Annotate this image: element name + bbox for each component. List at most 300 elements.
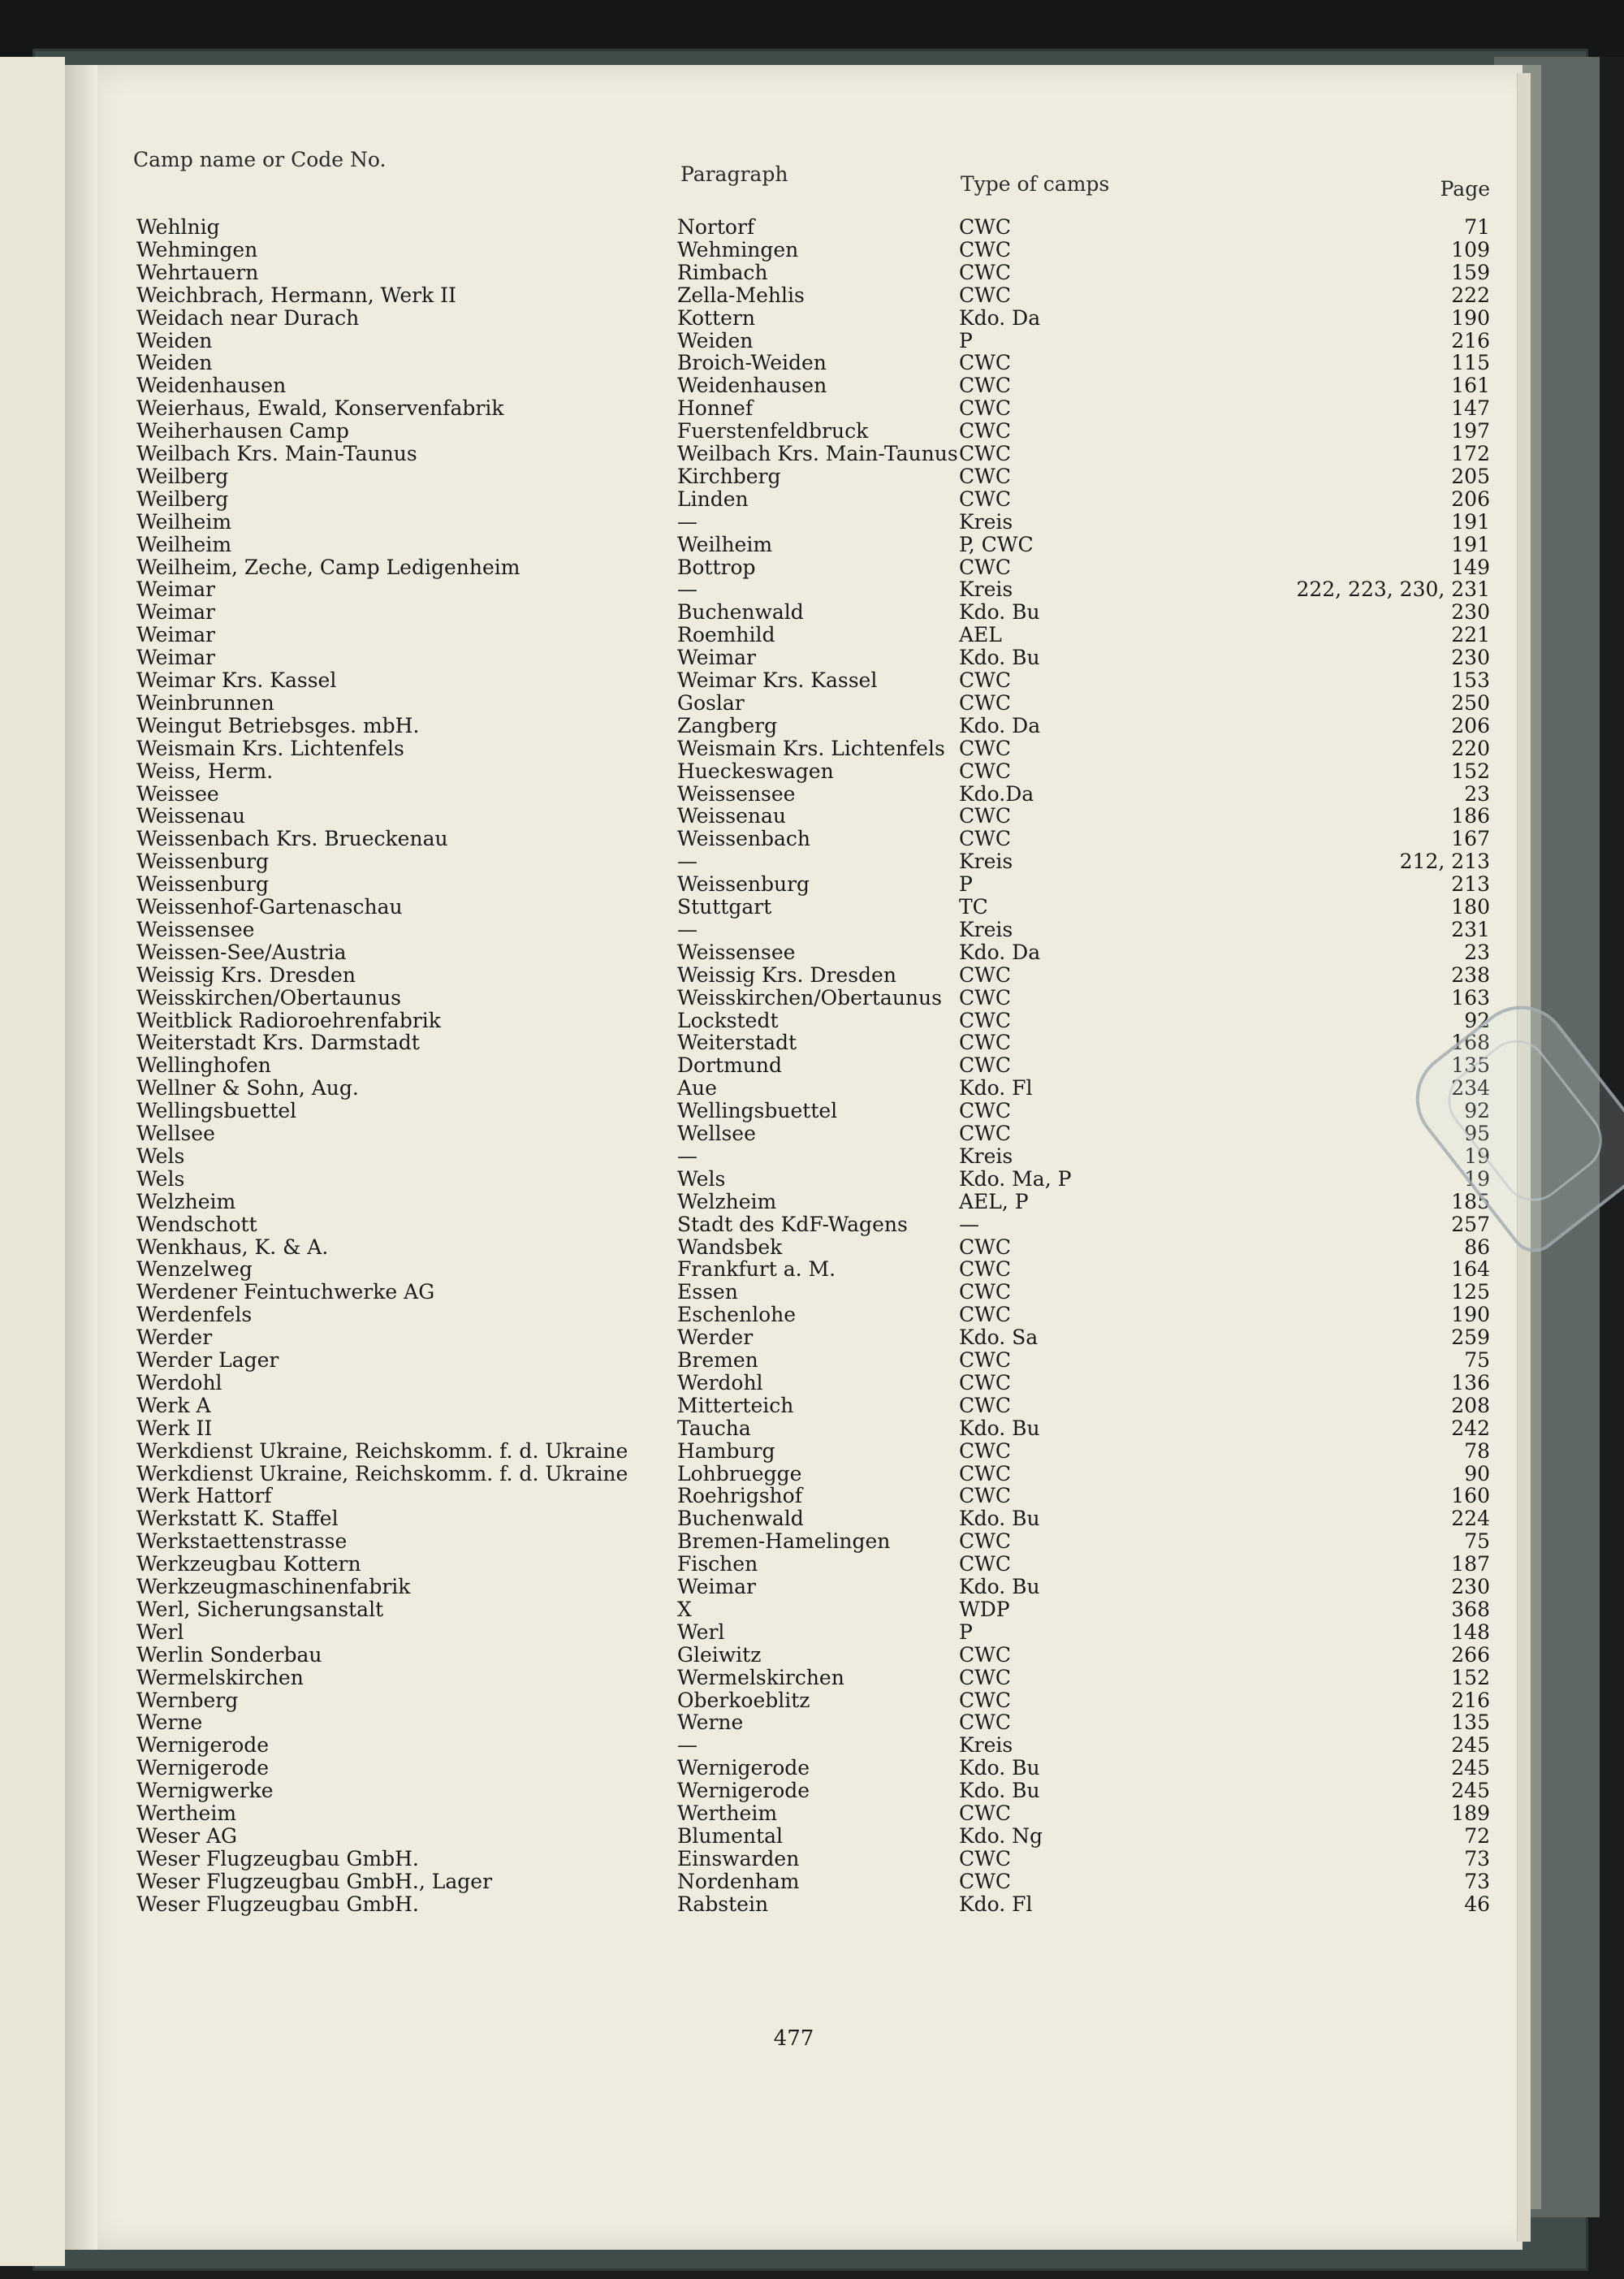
camp-type-cell: CWC [959, 1462, 1011, 1485]
page-ref-cell: 46 [1464, 1892, 1490, 1916]
page-ref-cell: 152 [1451, 759, 1490, 783]
index-row [136, 1144, 1490, 1167]
index-row [136, 646, 1490, 668]
index-row [136, 374, 1490, 396]
paragraph-cell: Roehrigshof [677, 1484, 802, 1507]
paragraph-cell: Rabstein [677, 1892, 769, 1916]
paragraph-cell: Hamburg [677, 1439, 775, 1463]
index-row [136, 238, 1490, 261]
camp-name-cell: Wellner & Sohn, Aug. [136, 1076, 359, 1100]
page-ref-cell: 212, 213 [1399, 850, 1490, 873]
paragraph-cell: — [677, 577, 698, 601]
camp-type-cell: CWC [959, 1257, 1011, 1281]
camp-type-cell: CWC [959, 1371, 1011, 1395]
paragraph-cell: Honnef [677, 396, 754, 420]
page-ref-cell: 187 [1451, 1552, 1490, 1576]
paragraph-cell: Wels [677, 1167, 726, 1191]
camp-name-cell: Weitblick Radioroehrenfabrik [136, 1009, 441, 1032]
camp-name-cell: Weierhaus, Ewald, Konservenfabrik [136, 396, 504, 420]
page-ref-cell: 160 [1451, 1484, 1490, 1507]
camp-type-cell: AEL [959, 623, 1002, 647]
paragraph-cell: Oberkoeblitz [677, 1689, 810, 1712]
index-row [136, 533, 1490, 556]
index-row [136, 1053, 1490, 1076]
paragraph-cell: Weissensee [677, 941, 796, 964]
page-ref-cell: 23 [1464, 782, 1490, 806]
camp-name-cell: Weissensee [136, 918, 255, 941]
camp-name-cell: Werkzeugmaschinenfabrik [136, 1575, 411, 1598]
camp-type-cell: CWC [959, 668, 1011, 692]
camp-name-cell: Weichbrach, Hermann, Werk II [136, 283, 456, 307]
paragraph-cell: Wehmingen [677, 238, 799, 262]
camp-name-cell: Weissen-See/Austria [136, 941, 347, 964]
index-row [136, 419, 1490, 442]
camp-name-cell: Wellsee [136, 1122, 215, 1145]
page-ref-cell: 222, 223, 230, 231 [1296, 577, 1490, 601]
index-row [136, 1689, 1490, 1711]
camp-type-cell: CWC [959, 1870, 1011, 1893]
camp-name-cell: Wernigwerke [136, 1779, 274, 1802]
camp-name-cell: Wenzelweg [136, 1257, 253, 1281]
index-row [136, 261, 1490, 283]
index-row [136, 963, 1490, 986]
paragraph-cell: Fischen [677, 1552, 758, 1576]
page-ref-cell: 86 [1464, 1235, 1490, 1259]
index-row [136, 782, 1490, 805]
page-ref-cell: 242 [1451, 1416, 1490, 1440]
page-ref-cell: 185 [1451, 1190, 1490, 1213]
page-ref-cell: 72 [1464, 1824, 1490, 1848]
paragraph-cell: Roemhild [677, 623, 775, 647]
page-ref-cell: 148 [1451, 1620, 1490, 1644]
camp-type-cell: CWC [959, 986, 1011, 1010]
paragraph-cell: Stuttgart [677, 895, 772, 919]
index-row [136, 1507, 1490, 1529]
camp-type-cell: CWC [959, 691, 1011, 715]
camp-type-cell: Kreis [959, 510, 1013, 534]
page-ref-cell: 163 [1451, 986, 1490, 1010]
camp-type-cell: CWC [959, 1009, 1011, 1032]
paragraph-cell: Hueckeswagen [677, 759, 834, 783]
camp-type-cell: Kreis [959, 1144, 1013, 1168]
header-type-of-camps: Type of camps [961, 172, 1110, 196]
camp-name-cell: Werk A [136, 1394, 211, 1417]
paragraph-cell: Rimbach [677, 261, 768, 284]
paragraph-cell: Wandsbek [677, 1235, 783, 1259]
camp-type-cell: P [959, 872, 973, 896]
page-ref-cell: 234 [1451, 1076, 1490, 1100]
page-ref-cell: 250 [1451, 691, 1490, 715]
paragraph-cell: Einswarden [677, 1847, 800, 1870]
paragraph-cell: Weissenau [677, 804, 787, 828]
paragraph-cell: — [677, 510, 698, 534]
index-row [136, 351, 1490, 374]
camp-type-cell: WDP [959, 1598, 1010, 1621]
camp-type-cell: P [959, 1620, 973, 1644]
camp-type-cell: CWC [959, 827, 1011, 850]
page-ref-cell: 73 [1464, 1847, 1490, 1870]
index-row [136, 1710, 1490, 1733]
index-row [136, 1031, 1490, 1053]
camp-type-cell: Kdo. Bu [959, 1779, 1040, 1802]
camp-name-cell: Weiden [136, 329, 213, 352]
paragraph-cell: Weimar [677, 1575, 757, 1598]
page-gutter [65, 65, 97, 2250]
camp-name-cell: Werdener Feintuchwerke AG [136, 1280, 435, 1304]
camp-name-cell: Weilheim [136, 510, 232, 534]
camp-name-cell: Wernigerode [136, 1756, 270, 1780]
index-row [136, 577, 1490, 600]
camp-name-cell: Weismain Krs. Lichtenfels [136, 737, 404, 760]
camp-type-cell: CWC [959, 1280, 1011, 1304]
camp-type-cell: CWC [959, 351, 1011, 374]
page-ref-cell: 115 [1451, 351, 1490, 374]
camp-name-cell: Wellingsbuettel [136, 1099, 297, 1122]
camp-name-cell: Werkdienst Ukraine, Reichskomm. f. d. Ukraine [136, 1439, 628, 1463]
paragraph-cell: Eschenlohe [677, 1303, 797, 1326]
paragraph-cell: Nortorf [677, 215, 755, 239]
index-row [136, 1892, 1490, 1915]
paragraph-cell: Werdohl [677, 1371, 763, 1395]
camp-type-cell: CWC [959, 1710, 1011, 1734]
page-ref-cell: 161 [1451, 374, 1490, 397]
camp-type-cell: CWC [959, 261, 1011, 284]
page-ref-cell: 191 [1451, 510, 1490, 534]
camp-type-cell: Kreis [959, 1733, 1013, 1757]
camp-name-cell: Weser Flugzeugbau GmbH., Lager [136, 1870, 493, 1893]
camp-name-cell: Weiherhausen Camp [136, 419, 349, 443]
camp-name-cell: Werl [136, 1620, 184, 1644]
page-ref-cell: 73 [1464, 1870, 1490, 1893]
index-row [136, 804, 1490, 827]
index-row [136, 1552, 1490, 1575]
camp-type-cell: Kdo. Fl [959, 1892, 1033, 1916]
paragraph-cell: Wernigerode [677, 1779, 810, 1802]
camp-name-cell: Weinbrunnen [136, 691, 274, 715]
header-page: Page [1440, 177, 1490, 201]
camp-name-cell: Weimar [136, 600, 216, 624]
page-ref-cell: 208 [1451, 1394, 1490, 1417]
page-ref-cell: 23 [1464, 941, 1490, 964]
page-number: 477 [773, 2026, 814, 2051]
page-ref-cell: 230 [1451, 600, 1490, 624]
paragraph-cell: Weiterstadt [677, 1031, 797, 1054]
page-ref-cell: 257 [1451, 1213, 1490, 1236]
camp-name-cell: Werk II [136, 1416, 213, 1440]
camp-name-cell: Weser Flugzeugbau GmbH. [136, 1847, 419, 1870]
index-row [136, 1167, 1490, 1190]
paragraph-cell: Weiden [677, 329, 754, 352]
camp-name-cell: Werkstatt K. Staffel [136, 1507, 339, 1530]
paragraph-cell: Kottern [677, 306, 755, 330]
paragraph-cell: Werl [677, 1620, 725, 1644]
camp-name-cell: Weilberg [136, 487, 229, 511]
camp-type-cell: Kdo. Fl [959, 1076, 1033, 1100]
page-ref-cell: 186 [1451, 804, 1490, 828]
index-row [136, 737, 1490, 759]
page-ref-cell: 95 [1464, 1122, 1490, 1145]
page-ref-cell: 190 [1451, 306, 1490, 330]
camp-name-cell: Weidenhausen [136, 374, 287, 397]
camp-type-cell: CWC [959, 1529, 1011, 1553]
camp-name-cell: Weimar [136, 646, 216, 669]
camp-name-cell: Wehmingen [136, 238, 258, 262]
page-ref-cell: 259 [1451, 1325, 1490, 1349]
facing-page-edge [0, 57, 65, 2266]
index-row [136, 510, 1490, 533]
camp-name-cell: Weser AG [136, 1824, 237, 1848]
camp-name-cell: Weissenbach Krs. Brueckenau [136, 827, 448, 850]
index-row [136, 1009, 1490, 1031]
paragraph-cell: Bottrop [677, 556, 756, 579]
paragraph-cell: Zella-Mehlis [677, 283, 805, 307]
camp-name-cell: Weilberg [136, 465, 229, 488]
page-ref-cell: 368 [1451, 1598, 1490, 1621]
paragraph-cell: — [677, 1144, 698, 1168]
camp-type-cell: CWC [959, 465, 1011, 488]
camp-name-cell: Werl, Sicherungsanstalt [136, 1598, 384, 1621]
paragraph-cell: Lohbruegge [677, 1462, 802, 1485]
camp-name-cell: Weilheim [136, 533, 232, 556]
camp-name-cell: Weissenau [136, 804, 246, 828]
index-row [136, 1280, 1490, 1303]
paragraph-cell: Wernigerode [677, 1756, 810, 1780]
index-row [136, 668, 1490, 691]
page-ref-cell: 159 [1451, 261, 1490, 284]
paragraph-cell: Broich-Weiden [677, 351, 827, 374]
camp-type-cell: Kreis [959, 577, 1013, 601]
paragraph-cell: Stadt des KdF-Wagens [677, 1213, 908, 1236]
camp-name-cell: Weiden [136, 351, 213, 374]
index-row [136, 556, 1490, 578]
camp-name-cell: Wenkhaus, K. & A. [136, 1235, 329, 1259]
index-row [136, 1779, 1490, 1801]
index-row [136, 283, 1490, 306]
index-row [136, 1529, 1490, 1552]
paragraph-cell: Werne [677, 1710, 744, 1734]
page-ref-cell: 221 [1451, 623, 1490, 647]
camp-type-cell: Kdo.Da [959, 782, 1034, 806]
camp-name-cell: Welzheim [136, 1190, 236, 1213]
page-ref-cell: 245 [1451, 1756, 1490, 1780]
camp-type-cell: CWC [959, 1235, 1011, 1259]
paragraph-cell: Weimar Krs. Kassel [677, 668, 878, 692]
index-row [136, 1213, 1490, 1235]
camp-type-cell: CWC [959, 442, 1011, 465]
camp-name-cell: Werne [136, 1710, 203, 1734]
index-row [136, 986, 1490, 1009]
paragraph-cell: Wermelskirchen [677, 1666, 844, 1689]
page-ref-cell: 109 [1451, 238, 1490, 262]
camp-type-cell: CWC [959, 419, 1011, 443]
page-ref-cell: 230 [1451, 1575, 1490, 1598]
paragraph-cell: Taucha [677, 1416, 751, 1440]
camp-type-cell: Kdo. Bu [959, 1575, 1040, 1598]
paragraph-cell: Wellsee [677, 1122, 756, 1145]
camp-type-cell: Kdo. Da [959, 306, 1041, 330]
camp-type-cell: P, CWC [959, 533, 1034, 556]
paragraph-cell: Essen [677, 1280, 738, 1304]
index-row [136, 850, 1490, 872]
camp-name-cell: Weisskirchen/Obertaunus [136, 986, 401, 1010]
camp-name-cell: Weimar [136, 623, 216, 647]
camp-type-cell: Kdo. Ma, P [959, 1167, 1072, 1191]
camp-name-cell: Wendschott [136, 1213, 257, 1236]
page-ref-cell: 231 [1451, 918, 1490, 941]
camp-type-cell: TC [959, 895, 988, 919]
index-row [136, 1756, 1490, 1779]
index-row [136, 306, 1490, 329]
camp-name-cell: Werkstaettenstrasse [136, 1529, 348, 1553]
camp-type-cell: Kdo. Bu [959, 600, 1040, 624]
page-ref-cell: 75 [1464, 1348, 1490, 1372]
index-row [136, 1257, 1490, 1280]
camp-type-cell: CWC [959, 1348, 1011, 1372]
camp-type-cell: CWC [959, 215, 1011, 239]
paragraph-cell: Bremen [677, 1348, 758, 1372]
index-row [136, 1824, 1490, 1847]
camp-type-cell: CWC [959, 1801, 1011, 1825]
camp-name-cell: Werk Hattorf [136, 1484, 272, 1507]
page-ref-cell: 153 [1451, 668, 1490, 692]
camp-type-cell: CWC [959, 283, 1011, 307]
page-ref-cell: 191 [1451, 533, 1490, 556]
camp-name-cell: Wels [136, 1144, 185, 1168]
page-ref-cell: 213 [1451, 872, 1490, 896]
camp-type-cell: Kdo. Da [959, 714, 1041, 737]
camp-type-cell: CWC [959, 1643, 1011, 1667]
camp-type-cell: Kdo. Da [959, 941, 1041, 964]
page-ref-cell: 136 [1451, 1371, 1490, 1395]
camp-type-cell: CWC [959, 1394, 1011, 1417]
paragraph-cell: Weismain Krs. Lichtenfels [677, 737, 945, 760]
page-ref-cell: 90 [1464, 1462, 1490, 1485]
camp-type-cell: CWC [959, 1439, 1011, 1463]
camp-type-cell: CWC [959, 238, 1011, 262]
paragraph-cell: Aue [677, 1076, 717, 1100]
page-ref-cell: 220 [1451, 737, 1490, 760]
camp-name-cell: Wernberg [136, 1689, 239, 1712]
page-ref-cell: 19 [1464, 1144, 1490, 1168]
camp-name-cell: Wehlnig [136, 215, 220, 239]
paragraph-cell: Wertheim [677, 1801, 778, 1825]
camp-type-cell: CWC [959, 1053, 1011, 1077]
camp-type-cell: — [959, 1213, 979, 1236]
camp-name-cell: Weimar [136, 577, 216, 601]
camp-name-cell: Wels [136, 1167, 185, 1191]
page-ref-cell: 180 [1451, 895, 1490, 919]
index-row [136, 1235, 1490, 1258]
page-ref-cell: 197 [1451, 419, 1490, 443]
index-row [136, 872, 1490, 895]
paragraph-cell: Weimar [677, 646, 757, 669]
index-row [136, 1122, 1490, 1144]
paragraph-cell: Goslar [677, 691, 745, 715]
page-ref-cell: 75 [1464, 1529, 1490, 1553]
camp-name-cell: Wernigerode [136, 1733, 270, 1757]
page-ref-cell: 216 [1451, 1689, 1490, 1712]
index-row [136, 396, 1490, 419]
paragraph-cell: Wellingsbuettel [677, 1099, 838, 1122]
index-row [136, 941, 1490, 963]
camp-type-cell: CWC [959, 759, 1011, 783]
page-ref-cell: 216 [1451, 329, 1490, 352]
index-row [136, 1643, 1490, 1666]
page-ref-cell: 206 [1451, 714, 1490, 737]
index-row [136, 1666, 1490, 1689]
page-ref-cell: 172 [1451, 442, 1490, 465]
page-ref-cell: 149 [1451, 556, 1490, 579]
camp-type-cell: CWC [959, 737, 1011, 760]
index-row [136, 442, 1490, 465]
paragraph-cell: Weilheim [677, 533, 773, 556]
camp-name-cell: Werlin Sonderbau [136, 1643, 322, 1667]
camp-type-cell: Kdo. Bu [959, 1756, 1040, 1780]
paragraph-cell: Blumental [677, 1824, 784, 1848]
camp-type-cell: Kdo. Bu [959, 1507, 1040, 1530]
paragraph-cell: Dortmund [677, 1053, 783, 1077]
paragraph-cell: Buchenwald [677, 1507, 804, 1530]
camp-name-cell: Weilbach Krs. Main-Taunus [136, 442, 417, 465]
camp-name-cell: Weiterstadt Krs. Darmstadt [136, 1031, 420, 1054]
camp-type-cell: Kdo. Sa [959, 1325, 1039, 1349]
index-row [136, 1733, 1490, 1756]
camp-type-cell: CWC [959, 1484, 1011, 1507]
index-row [136, 759, 1490, 782]
index-row [136, 487, 1490, 510]
camp-name-cell: Weidach near Durach [136, 306, 360, 330]
page-ref-cell: 245 [1451, 1733, 1490, 1757]
index-row [136, 714, 1490, 737]
paragraph-cell: Nordenham [677, 1870, 800, 1893]
paragraph-cell: Welzheim [677, 1190, 777, 1213]
header-paragraph: Paragraph [680, 162, 788, 186]
index-row [136, 1620, 1490, 1643]
camp-name-cell: Wertheim [136, 1801, 237, 1825]
camp-type-cell: CWC [959, 1303, 1011, 1326]
index-row [136, 1394, 1490, 1416]
paragraph-cell: Kirchberg [677, 465, 781, 488]
index-row [136, 600, 1490, 623]
page-ref-cell: 205 [1451, 465, 1490, 488]
camp-name-cell: Werkzeugbau Kottern [136, 1552, 361, 1576]
camp-name-cell: Weser Flugzeugbau GmbH. [136, 1892, 419, 1916]
index-row [136, 623, 1490, 646]
index-row [136, 1371, 1490, 1394]
camp-name-cell: Weingut Betriebsges. mbH. [136, 714, 420, 737]
camp-name-cell: Weissenburg [136, 872, 270, 896]
camp-name-cell: Weiss, Herm. [136, 759, 274, 783]
index-row [136, 691, 1490, 714]
index-row [136, 1598, 1490, 1620]
page-ref-cell: 266 [1451, 1643, 1490, 1667]
index-row [136, 1348, 1490, 1371]
camp-name-cell: Werdenfels [136, 1303, 253, 1326]
index-row [136, 465, 1490, 487]
camp-name-cell: Weissee [136, 782, 219, 806]
paragraph-cell: Weissig Krs. Dresden [677, 963, 896, 987]
camp-type-cell: CWC [959, 396, 1011, 420]
page-ref-cell: 78 [1464, 1439, 1490, 1463]
camp-name-cell: Werdohl [136, 1371, 222, 1395]
camp-type-cell: AEL, P [959, 1190, 1029, 1213]
index-row [136, 1575, 1490, 1598]
camp-type-cell: CWC [959, 1552, 1011, 1576]
camp-type-cell: CWC [959, 804, 1011, 828]
page-ref-cell: 245 [1451, 1779, 1490, 1802]
paragraph-cell: — [677, 1733, 698, 1757]
page-ref-cell: 147 [1451, 396, 1490, 420]
